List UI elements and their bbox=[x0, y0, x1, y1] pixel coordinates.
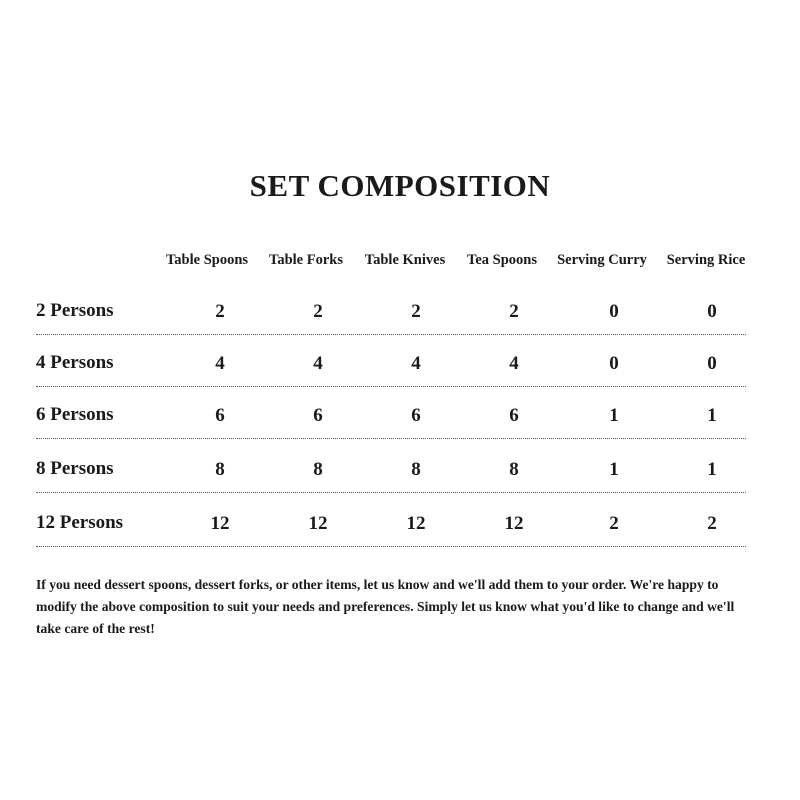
table-cell: 4 bbox=[313, 353, 323, 374]
table-cell: 0 bbox=[707, 301, 717, 322]
page-title: SET COMPOSITION bbox=[249, 168, 551, 203]
table-row bbox=[36, 452, 746, 493]
column-header-serving-rice: Serving Rice bbox=[666, 252, 746, 268]
table-cell: 2 bbox=[707, 513, 717, 534]
table-cell: 2 bbox=[609, 513, 619, 534]
table-cell: 12 bbox=[308, 513, 328, 534]
table-cell: 1 bbox=[707, 405, 717, 426]
row-label: 8 Persons bbox=[36, 458, 114, 479]
column-header-table-knives: Table Knives bbox=[364, 252, 446, 268]
table-cell: 8 bbox=[411, 459, 421, 480]
table-cell: 6 bbox=[215, 405, 225, 426]
table-cell: 4 bbox=[215, 353, 225, 374]
table-cell: 4 bbox=[411, 353, 421, 374]
table-cell: 2 bbox=[215, 301, 225, 322]
table-header bbox=[0, 252, 800, 274]
table-cell: 2 bbox=[509, 301, 519, 322]
table-row bbox=[36, 346, 746, 387]
table-cell: 8 bbox=[215, 459, 225, 480]
column-header-table-spoons: Table Spoons bbox=[165, 252, 249, 268]
table-cell: 12 bbox=[406, 513, 426, 534]
table-cell: 0 bbox=[609, 301, 619, 322]
table-cell: 1 bbox=[609, 459, 619, 480]
table-row bbox=[36, 294, 746, 335]
table-cell: 2 bbox=[313, 301, 323, 322]
table-cell: 0 bbox=[707, 353, 717, 374]
table-cell: 1 bbox=[609, 405, 619, 426]
customization-note: If you need dessert spoons, dessert forks, or other items, let us know and we'll add them to your order. We're happy to modify the above composition to suit your needs and preferences. Simply let us know what you'd like to change and we'll take care of the rest! bbox=[36, 577, 735, 636]
table-row bbox=[36, 506, 746, 547]
column-header-table-forks: Table Forks bbox=[269, 252, 343, 268]
table-cell: 2 bbox=[411, 301, 421, 322]
table-cell: 8 bbox=[313, 459, 323, 480]
table-row bbox=[36, 398, 746, 439]
table-cell: 12 bbox=[210, 513, 230, 534]
table-cell: 6 bbox=[509, 405, 519, 426]
table-cell: 4 bbox=[509, 353, 519, 374]
row-label: 6 Persons bbox=[36, 404, 114, 425]
row-label: 4 Persons bbox=[36, 352, 114, 373]
table-cell: 6 bbox=[411, 405, 421, 426]
table-cell: 12 bbox=[504, 513, 524, 534]
row-label: 12 Persons bbox=[36, 512, 124, 533]
column-header-serving-curry: Serving Curry bbox=[557, 252, 647, 268]
column-header-tea-spoons: Tea Spoons bbox=[467, 252, 537, 268]
table-cell: 1 bbox=[707, 459, 717, 480]
table-cell: 6 bbox=[313, 405, 323, 426]
table-cell: 8 bbox=[509, 459, 519, 480]
table-cell: 0 bbox=[609, 353, 619, 374]
row-label: 2 Persons bbox=[36, 300, 114, 321]
